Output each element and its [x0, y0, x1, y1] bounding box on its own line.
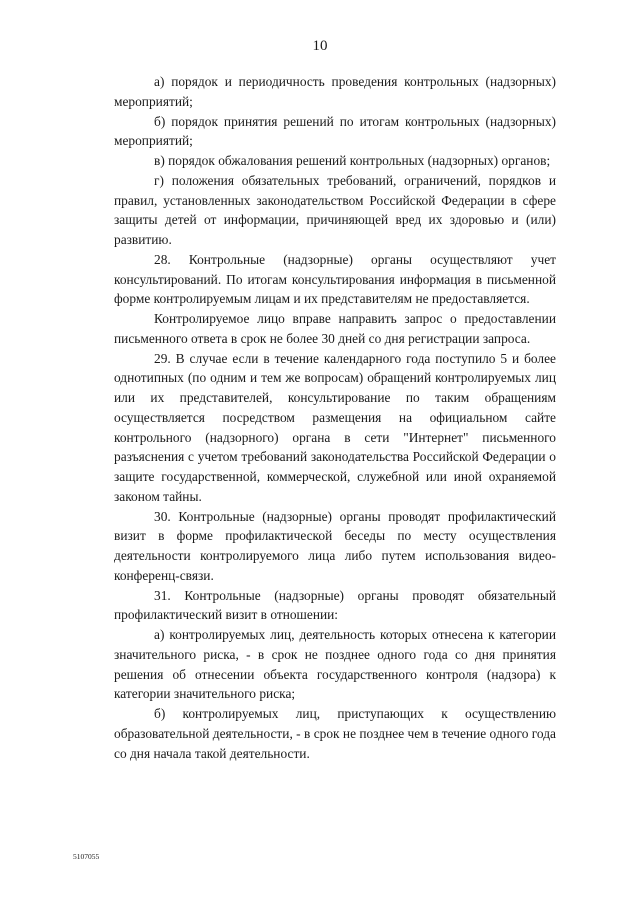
- page-number: 10: [312, 38, 328, 54]
- paragraph-31: 31. Контрольные (надзорные) органы проводят обязательный профилактический визит в отношении:: [114, 587, 556, 623]
- paragraph-29: 29. В случае если в течение календарного года поступило 5 и более однотипных (по одним и тем же вопросам) обращений контролируемых лиц или их представителей, консультирование по таким обращениям осуществляется посредством размещения на официальном сайте контрольного (надзорного) органа в сети "Интернет" письменного разъяснения с учетом требований законодательства Российской Федерации о защите государственной, коммерческой, служебной или иной охраняемой законом тайны.: [114, 350, 556, 504]
- paragraph-item-g-requirements: г) положения обязательных требований, ограничений, порядков и правил, установленных законодательством Российской Федерации в сфере защиты детей от информации, причиняющей вред их здоровью и (или) развитию.: [114, 172, 556, 247]
- document-body: [114, 72, 556, 763]
- paragraph-item-b-decisions: б) порядок принятия решений по итогам контрольных (надзорных) мероприятий;: [114, 113, 556, 149]
- paragraph-item-a-procedure: а) порядок и периодичность проведения контрольных (надзорных) мероприятий;: [114, 74, 556, 109]
- footer-document-code: 5107055: [73, 852, 100, 861]
- paragraph-30: 30. Контрольные (надзорные) органы проводят профилактический визит в форме профилактической беседы по месту осуществления деятельности контролируемого лица либо путем использования видео-конференц-связи.: [114, 508, 556, 583]
- paragraph-28: 28. Контрольные (надзорные) органы осуществляют учет консультирований. По итогам консультирования информация в письменной форме контролируемым лицам и их представителям не предоставляется.: [114, 251, 556, 307]
- paragraph-31-item-a: а) контролируемых лиц, деятельность которых отнесена к категории значительного риска, - в срок не позднее одного года со дня принятия решения об отнесении объекта государственного контроля (надзора) к категории значительного риска;: [114, 627, 556, 702]
- paragraph-written-request: Контролируемое лицо вправе направить запрос о предоставлении письменного ответа в срок не более 30 дней со дня регистрации запроса.: [114, 311, 556, 346]
- paragraph-item-v-appeal: в) порядок обжалования решений контрольных (надзорных) органов;: [154, 153, 551, 168]
- paragraph-31-item-b: б) контролируемых лиц, приступающих к осуществлению образовательной деятельности, - в срок не позднее чем в течение одного года со дня начала такой деятельности.: [114, 706, 556, 761]
